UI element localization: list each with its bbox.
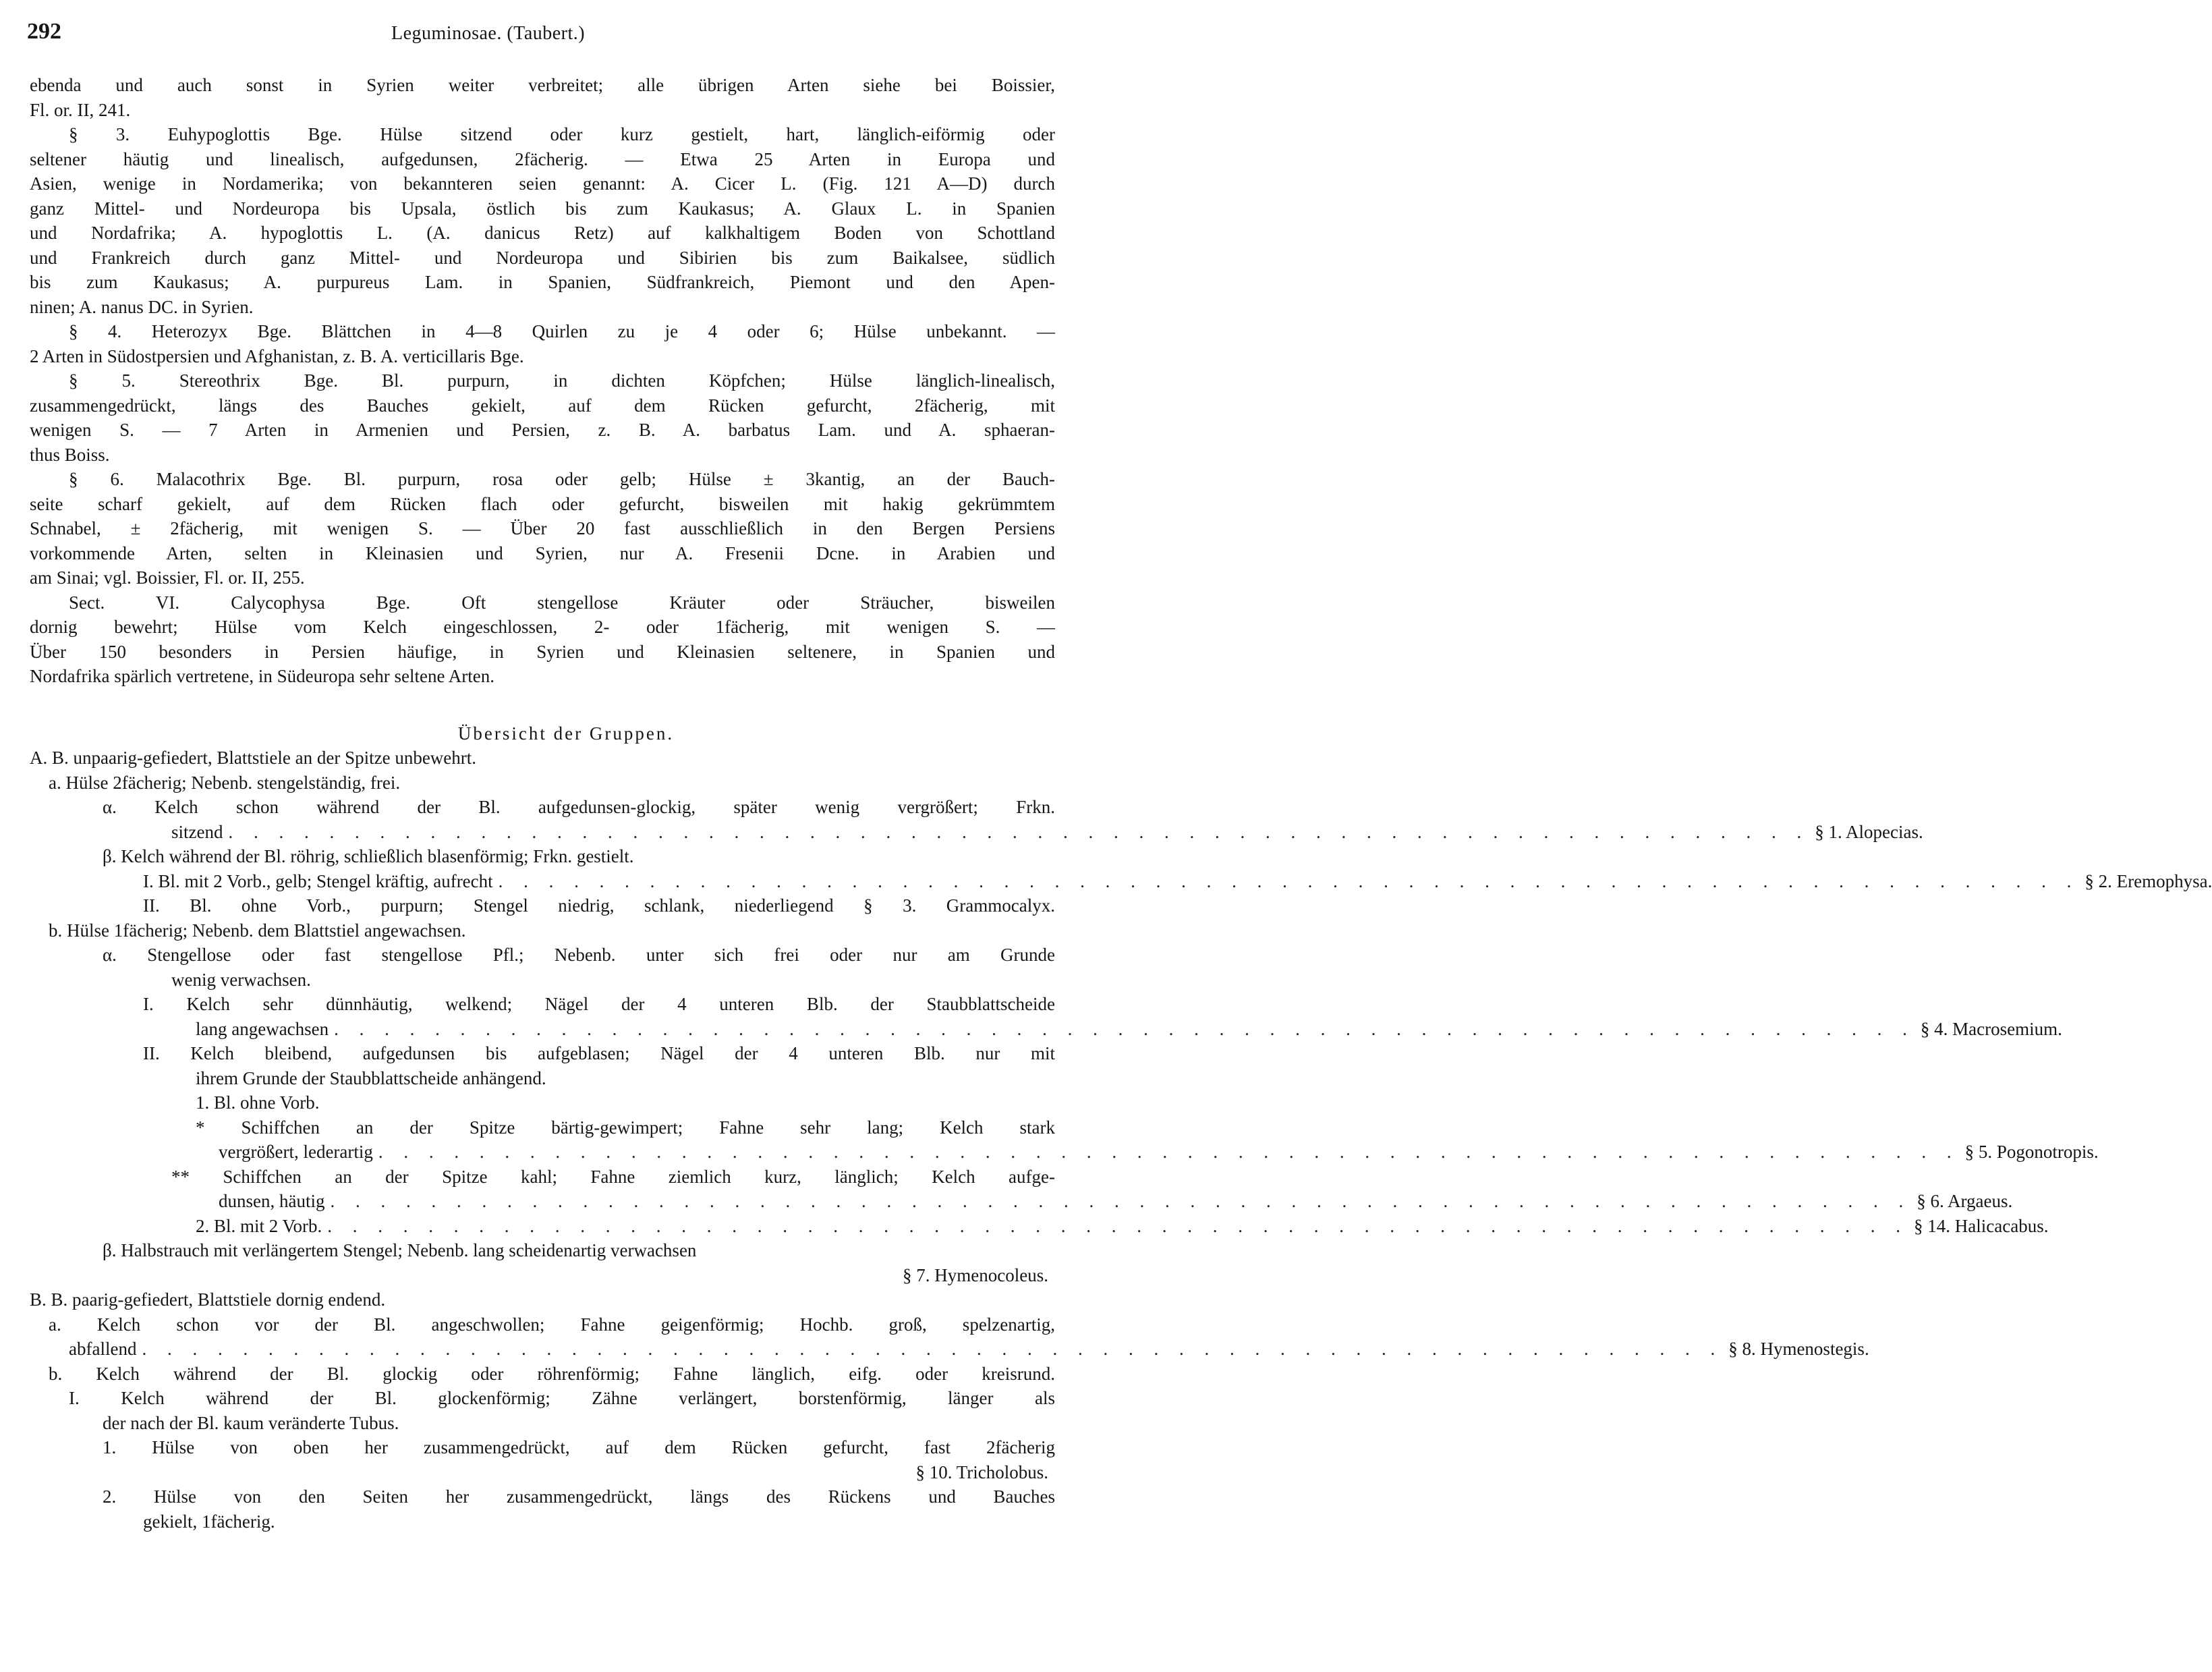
key-line: B. B. paarig-gefiedert, Blattstiele dornig endend. (30, 1289, 386, 1310)
key-line: β. Halbstrauch mit verlängertem Stengel; Nebenb. lang scheidenartig verwachsen (103, 1240, 697, 1260)
key-line: ihrem Grunde der Staubblattscheide anhängend. (196, 1067, 546, 1088)
group-reference: § 1. Alopecias. (1815, 821, 1923, 842)
text-line: ebenda und auch sonst in Syrien weiter verbreitet; alle übrigen Arten siehe bei Boissier, (30, 75, 1055, 95)
key-line: b. Hülse 1fächerig; Nebenb. dem Blattstiel angewachsen. (49, 920, 466, 941)
key-line: ** Schiffchen an der Spitze kahl; Fahne ziemlich kurz, länglich; Kelch aufge- (171, 1166, 1055, 1187)
text-line: thus Boiss. (30, 444, 110, 465)
text-line: § 6. Malacothrix Bge. Bl. purpurn, rosa oder gelb; Hülse ± 3kantig, an der Bauch- (69, 469, 1055, 489)
text-line: seltener häutig und linealisch, aufgedunsen, 2fächerig. — Etwa 25 Arten in Europa und (30, 148, 1055, 169)
text-line: Sect. VI. Calycophysa Bge. Oft stengellose Kräuter oder Sträucher, bisweilen (69, 592, 1055, 613)
group-reference: § 14. Halicacabus. (1914, 1215, 2049, 1236)
key-line: 1. Bl. ohne Vorb. (196, 1092, 320, 1113)
text-line: ninen; A. nanus DC. in Syrien. (30, 296, 254, 317)
text-line: und Frankreich durch ganz Mittel- und Nordeuropa und Sibirien bis zum Baikalsee, südlich (30, 247, 1055, 268)
key-line: 2. Hülse von den Seiten her zusammengedrückt, längs des Rückens und Bauches (103, 1486, 1055, 1507)
key-line: A. B. unpaarig-gefiedert, Blattstiele an der Spitze unbewehrt. (30, 748, 477, 768)
text-line: zusammengedrückt, längs des Bauches gekielt, auf dem Rücken gefurcht, 2fächerig, mit (30, 395, 1055, 416)
text-line: Fl. or. II, 241. (30, 99, 131, 120)
key-line: * Schiffchen an der Spitze bärtig-gewimpert; Fahne sehr lang; Kelch stark (196, 1117, 1055, 1138)
group-reference: § 6. Argaeus. (1917, 1191, 2013, 1211)
leader-dots: . . . . . . . . . . . . . . . . . . . . . . . . . . . . . . . . . . . . . . . . . . . . . . . . . . . . . . . . . . . . . . . (142, 1339, 1724, 1359)
key-line-with-ref (30, 869, 2212, 894)
key-line-with-ref (30, 1017, 2062, 1042)
leader-dots: . . . . . . . . . . . . . . . . . . . . . . . . . . . . . . . . . . . . . . . . . . . . . . . . . . . . . . . . . . . . . . . (228, 821, 1810, 842)
key-text: vergrößert, lederartig (219, 1142, 373, 1162)
key-text: lang angewachsen (196, 1018, 329, 1039)
text-line: vorkommende Arten, selten in Kleinasien und Syrien, nur A. Fresenii Dcne. in Arabien und (30, 542, 1055, 563)
text-line: und Nordafrika; A. hypoglottis L. (A. danicus Retz) auf kalkhaltigem Boden von Schottland (30, 223, 1055, 243)
key-line: α. Stengellose oder fast stengellose Pfl.; Nebenb. unter sich frei oder nur am Grunde (103, 945, 1055, 965)
key-line: b. Kelch während der Bl. glockig oder röhrenförmig; Fahne länglich, eifg. oder kreisrund. (49, 1363, 1055, 1384)
text-line: dornig bewehrt; Hülse vom Kelch eingeschlossen, 2- oder 1fächerig, mit wenigen S. — (30, 617, 1055, 637)
text-line: seite scharf gekielt, auf dem Rücken flach oder gefurcht, bisweilen mit hakig gekrümmtem (30, 493, 1055, 514)
leader-dots: . . . . . . . . . . . . . . . . . . . . . . . . . . . . . . . . . . . . . . . . . . . . . . . . . . . . . . . . . . . . . . . (378, 1142, 1960, 1162)
text-line: ganz Mittel- und Nordeuropa bis Upsala, östlich bis zum Kaukasus; A. Glaux L. in Spanien (30, 198, 1055, 219)
text-line: 2 Arten in Südostpersien und Afghanistan, z. B. A. verticillaris Bge. (30, 345, 524, 366)
key-line-with-ref (30, 1337, 1869, 1362)
key-line: I. Kelch sehr dünnhäutig, welkend; Nägel der 4 unteren Blb. der Staubblattscheide (143, 994, 1055, 1014)
text-line: am Sinai; vgl. Boissier, Fl. or. II, 255. (30, 567, 305, 588)
key-line: α. Kelch schon während der Bl. aufgedunsen-glockig, später wenig vergrößert; Frkn. (103, 797, 1055, 817)
page-number: 292 (27, 19, 61, 44)
key-line: a. Hülse 2fächerig; Nebenb. stengelständig, frei. (49, 772, 401, 793)
group-reference: § 4. Macrosemium. (1920, 1018, 2062, 1039)
key-line: gekielt, 1fächerig. (143, 1511, 275, 1532)
running-head: Leguminosae. (Taubert.) (391, 23, 586, 44)
key-text: 2. Bl. mit 2 Vorb. (196, 1215, 322, 1236)
key-text: I. Bl. mit 2 Vorb., gelb; Stengel kräftig, aufrecht (143, 870, 493, 891)
text-line: Über 150 besonders in Persien häufige, in Syrien und Kleinasien seltenere, in Spanien und (30, 641, 1055, 662)
key-line-with-ref (30, 1189, 2013, 1214)
text-line: § 5. Stereothrix Bge. Bl. purpurn, in dichten Köpfchen; Hülse länglich-linealisch, (69, 370, 1055, 391)
key-line-with-ref (30, 1214, 2049, 1239)
group-reference: § 8. Hymenostegis. (1728, 1339, 1869, 1359)
key-line: a. Kelch schon vor der Bl. angeschwollen; Fahne geigenförmig; Hochb. groß, spelzenartig, (49, 1314, 1055, 1335)
section-gap (30, 689, 1055, 721)
key-line: II. Kelch bleibend, aufgedunsen bis aufgeblasen; Nägel der 4 unteren Blb. nur mit (143, 1043, 1055, 1063)
leader-dots: . . . . . . . . . . . . . . . . . . . . . . . . . . . . . . . . . . . . . . . . . . . . . . . . . . . . . . . . . . . . . . . (498, 870, 2080, 891)
group-reference-line: § 7. Hymenocoleus. (903, 1264, 1048, 1285)
key-line: β. Kelch während der Bl. röhrig, schließlich blasenförmig; Frkn. gestielt. (103, 846, 634, 866)
page-header (27, 19, 1058, 53)
key-text: sitzend (171, 821, 223, 842)
leader-dots: . . . . . . . . . . . . . . . . . . . . . . . . . . . . . . . . . . . . . . . . . . . . . . . . . . . . . . . . . . . . . . . (327, 1215, 1909, 1236)
key-line: II. Bl. ohne Vorb., purpurn; Stengel niedrig, schlank, niederliegend § 3. Grammocalyx. (143, 895, 1055, 916)
key-text: abfallend (69, 1339, 137, 1359)
text-line: Asien, wenige in Nordamerika; von bekannteren seien genannt: A. Cicer L. (Fig. 121 A—D) durch (30, 173, 1055, 194)
page-body (30, 73, 2212, 1534)
key-line: wenig verwachsen. (171, 969, 311, 990)
key-text: dunsen, häutig (219, 1191, 325, 1211)
text-line: Nordafrika spärlich vertretene, in Südeuropa sehr seltene Arten. (30, 666, 494, 686)
key-line: I. Kelch während der Bl. glockenförmig; Zähne verlängert, borstenförmig, länger als (69, 1388, 1055, 1408)
text-line: § 3. Euhypoglottis Bge. Hülse sitzend oder kurz gestielt, hart, länglich-eiförmig oder (69, 124, 1055, 144)
key-title: Übersicht der Gruppen. (457, 723, 675, 744)
text-line: Schnabel, ± 2fächerig, mit wenigen S. — Über 20 fast ausschließlich in den Bergen Persiens (30, 518, 1055, 538)
key-line: der nach der Bl. kaum veränderte Tubus. (103, 1412, 399, 1433)
leader-dots: . . . . . . . . . . . . . . . . . . . . . . . . . . . . . . . . . . . . . . . . . . . . . . . . . . . . . . . . . . . . . . . (334, 1018, 1915, 1039)
key-line: 1. Hülse von oben her zusammengedrückt, auf dem Rücken gefurcht, fast 2fächerig (103, 1437, 1055, 1457)
text-line: bis zum Kaukasus; A. purpureus Lam. in Spanien, Südfrankreich, Piemont und den Apen- (30, 272, 1055, 292)
key-line-with-ref (30, 1140, 2099, 1165)
group-reference: § 5. Pogonotropis. (1964, 1142, 2099, 1162)
text-line: § 4. Heterozyx Bge. Blättchen in 4—8 Quirlen zu je 4 oder 6; Hülse unbekannt. — (69, 321, 1055, 341)
group-reference-line: § 10. Tricholobus. (915, 1461, 1048, 1482)
text-line: wenigen S. — 7 Arten in Armenien und Persien, z. B. A. barbatus Lam. und A. sphaeran- (30, 420, 1055, 440)
group-reference: § 2. Eremophysa. (2085, 870, 2212, 891)
key-line-with-ref (30, 820, 1923, 845)
leader-dots: . . . . . . . . . . . . . . . . . . . . . . . . . . . . . . . . . . . . . . . . . . . . . . . . . . . . . . . . . . . . . . . (330, 1191, 1912, 1211)
